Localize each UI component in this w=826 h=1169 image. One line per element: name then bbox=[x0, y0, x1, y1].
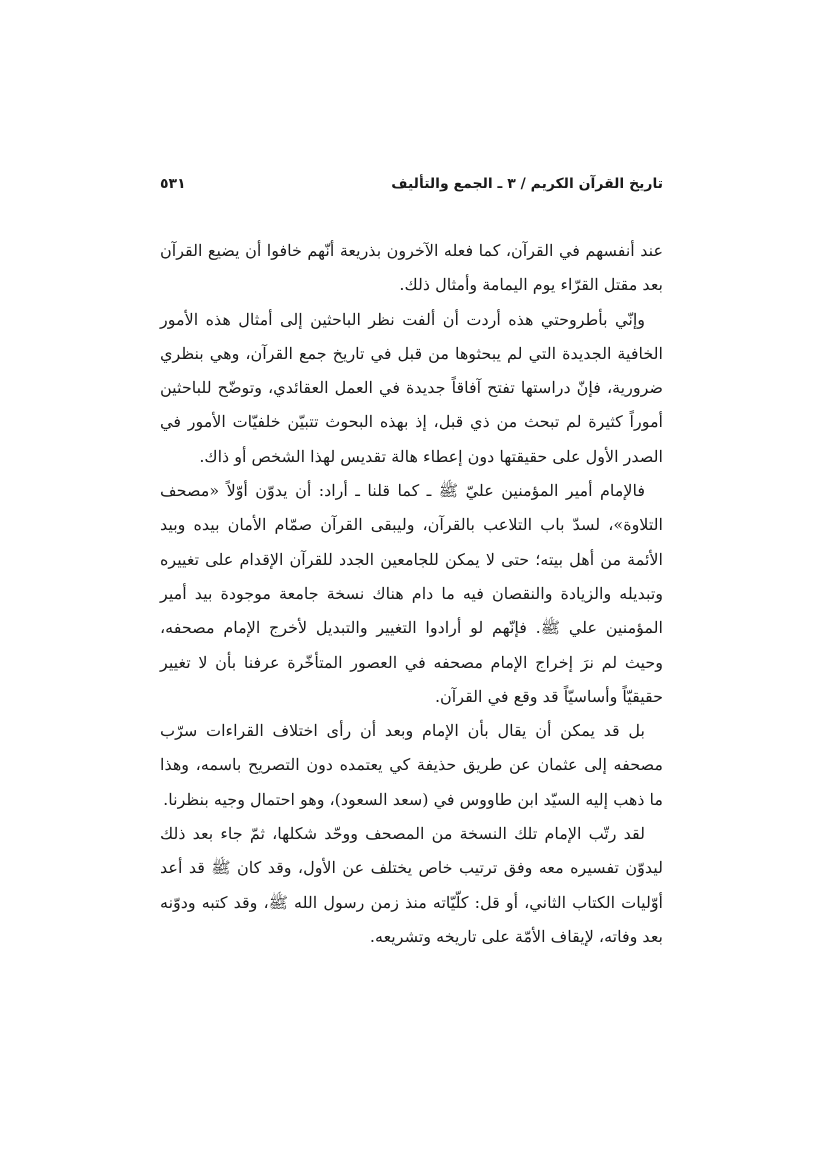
page-number: ٥٣١ bbox=[160, 176, 186, 192]
running-header bbox=[160, 176, 663, 212]
paragraph: عند أنفسهم في القرآن، كما فعله الآخرون بذريعة أنّهم خافوا أن يضيع القرآن بعد مقتل القرّاء يوم اليمامة وأمثال ذلك. bbox=[160, 241, 663, 295]
book-page bbox=[160, 176, 663, 1096]
paragraph: فالإمام أمير المؤمنين عليّ ﷺ ـ كما قلنا ـ أراد: أن يدوّن أوّلاً «مصحف التلاوة»، لسدّ باب التلاعب بالقرآن، وليبقى القرآن صمّام الأمان بيده وبيد الأئمة من أهل بيته؛ حتى لا يمكن للجامعين الجدد للقرآن الإقدام على تغييره وتبديله والزيادة والنقصان فيه ما دام هناك نسخة جامعة موجودة بيد أمير المؤمنين علي ﷺ. فإنّهم لو أرادوا التغيير والتبديل لأخرج الإمام مصحفه، وحيث لم نرَ إخراج الإمام مصحفه في العصور المتأخّرة عرفنا بأن لا تغيير حقيقيّاً وأساسيّاً قد وقع في القرآن. bbox=[160, 481, 663, 706]
paragraph: وإنّي بأطروحتي هذه أردت أن ألفت نظر الباحثين إلى أمثال هذه الأمور الخافية الجديدة التي لم يبحثوها من قبل في تاريخ جمع القرآن، وهي بنظري ضرورية، فإنّ دراستها تفتح آفاقاً جديدة في العمل العقائدي، وتوضّح للباحثين أموراً كثيرة لم تبحث من ذي قبل، إذ بهذه البحوث تتبيّن خلفيّات الأمور في الصدر الأول على حقيقتها دون إعطاء هالة تقديس لهذا الشخص أو ذاك. bbox=[160, 309, 663, 466]
running-header-title: تاريخ القرآن الكريم / ٣ ـ الجمع والتأليف bbox=[391, 176, 663, 192]
paragraph: لقد رتّب الإمام تلك النسخة من المصحف ووحّد شكلها، ثمّ جاء بعد ذلك ليدوّن تفسيره معه وفق ترتيب خاص يختلف عن الأول، وقد كان ﷺ قد أعد أوّليات الكتاب الثاني، أو قل: كلّيّاته منذ زمن رسول الله ﷺ، وقد كتبه ودوّنه بعد وفاته، لإيقاف الأمّة على تاريخه وتشريعه. bbox=[160, 824, 663, 946]
body-text bbox=[160, 234, 663, 954]
paragraph: بل قد يمكن أن يقال بأن الإمام وبعد أن رأى اختلاف القراءات سرّب مصحفه إلى عثمان عن طريق حذيفة كي يعتمده دون التصريح باسمه، وهذا ما ذهب إليه السيّد ابن طاووس في (سعد السعود)، وهو احتمال وجيه بنظرنا. bbox=[160, 721, 663, 809]
